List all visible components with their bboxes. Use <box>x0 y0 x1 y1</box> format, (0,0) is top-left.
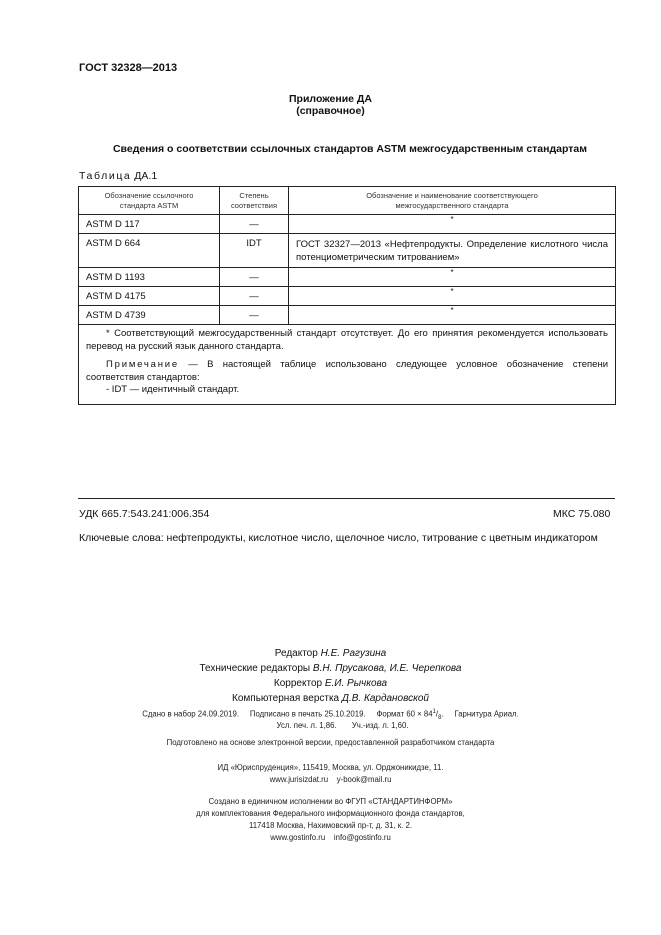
table-caption-word: Таблица <box>79 170 132 182</box>
table-caption-number: ДА.1 <box>134 170 158 182</box>
section-title: Сведения о соответствии ссылочных стандартов ASTM межгосударственным стандартам <box>112 143 588 155</box>
credit-label: Компьютерная верстка <box>232 693 340 704</box>
cell-astm: ASTM D 4739 <box>79 306 220 325</box>
cell-gost: * <box>289 306 616 325</box>
table-note-row <box>79 325 616 405</box>
printer-line-1: Создано в единичном исполнении во ФГУП «СТАНДАРТИНФОРМ» <box>208 797 453 806</box>
cell-gost: ГОСТ 32327—2013 «Нефтепродукты. Определение кислотного числа потенциометрическим титрованием» <box>289 234 616 268</box>
imprint-prepared: Подготовлено на основе электронной версии, предоставленной разработчиком стандарта <box>166 738 495 747</box>
printer-line-3: 117418 Москва, Нахимовский пр-т, д. 31, к. 2. <box>248 821 413 830</box>
imprint-format: Формат 60 × 84 <box>376 709 433 719</box>
imprint-print-sheets: Усл. печ. л. 1,86. <box>276 721 337 730</box>
note-item: - IDT — идентичный стандарт. <box>106 384 240 395</box>
publisher-address: ИД «Юриспруденция», 115419, Москва, ул. Орджоникидзе, 11. <box>217 763 444 772</box>
imprint-line-1: Сдано в набор 24.09.2019. Подписано в печать 25.10.2019. Формат $60 \times 84^1/_8$. Гарнитура Ариал. <box>142 709 519 722</box>
cell-degree: — <box>220 306 289 325</box>
credit-corrector <box>0 678 661 689</box>
credit-value: Д.В. Кардановской <box>341 693 429 704</box>
table-caption <box>79 170 157 182</box>
correspondence-table <box>78 186 616 405</box>
table-row <box>79 306 616 325</box>
cell-astm: ASTM D 664 <box>79 234 220 268</box>
cell-degree: — <box>220 268 289 287</box>
appendix-title: Приложение ДА <box>289 93 372 105</box>
divider <box>78 498 615 499</box>
credit-label: Технические редакторы <box>199 663 311 674</box>
imprint-date-set: Сдано в набор 24.09.2019. <box>142 709 239 719</box>
imprint-format-num: 1 <box>432 709 436 715</box>
imprint-line-2 <box>12 721 661 730</box>
credit-label: Редактор <box>274 648 318 659</box>
imprint-edit-sheets: Уч.-изд. л. 1,60. <box>351 721 409 730</box>
table-notes <box>79 325 616 405</box>
table-row <box>79 234 616 268</box>
printer-contacts: www.gostinfo.ru info@gostinfo.ru <box>270 833 391 842</box>
cell-gost: * <box>289 287 616 306</box>
table-row <box>79 215 616 234</box>
cell-degree: — <box>220 215 289 234</box>
standard-number: ГОСТ 32328—2013 <box>79 62 178 74</box>
credit-tech <box>0 663 661 674</box>
table-row <box>79 287 616 306</box>
credit-label: Корректор <box>273 678 323 689</box>
imprint-format-den: 8 <box>438 715 442 722</box>
keywords: Ключевые слова: нефтепродукты, кислотное число, щелочное число, титрование с цветным индикатором <box>79 532 598 544</box>
credit-editor <box>0 648 661 659</box>
header-astm: Обозначение ссылочного стандарта ASTM <box>79 187 220 215</box>
cell-degree: IDT <box>220 234 289 268</box>
publisher-contacts: www.jurisizdat.ru y-book@mail.ru <box>269 775 392 784</box>
note-label: Примечание <box>106 359 179 370</box>
imprint-font: Гарнитура Ариал. <box>454 709 519 719</box>
cell-gost: * <box>289 215 616 234</box>
cell-gost: * <box>289 268 616 287</box>
header-gost: Обозначение и наименование соответствующего межгосударственного стандарта <box>289 187 616 215</box>
table-header-row <box>79 187 616 215</box>
table-row <box>79 268 616 287</box>
printer-line-2: для комплектования Федерального информационного фонда стандартов, <box>196 809 465 818</box>
cell-astm: ASTM D 4175 <box>79 287 220 306</box>
credit-value: Н.Е. Рагузина <box>320 648 387 659</box>
cell-degree: — <box>220 287 289 306</box>
appendix-type: (справочное) <box>296 105 365 117</box>
header-degree: Степень соответствия <box>220 187 289 215</box>
cell-astm: ASTM D 1193 <box>79 268 220 287</box>
cell-astm: ASTM D 117 <box>79 215 220 234</box>
table-note <box>86 359 608 384</box>
udk-code: УДК 665.7:543.241:006.354 <box>79 508 210 520</box>
credit-value: В.Н. Прусакова, И.Е. Черепкова <box>312 663 462 674</box>
credit-value: Е.И. Рычкова <box>324 678 388 689</box>
table-footnote: * Соответствующий межгосударственный стандарт отсутствует. До его принятия рекомендуется использовать перевод на русский язык данного стандарта. <box>86 328 608 352</box>
mks-code: МКС 75.080 <box>553 508 611 520</box>
credit-layout <box>0 693 661 704</box>
note-text: — В настоящей таблице использовано следующее условное обозначение степени соответствия стандартов: <box>86 359 608 383</box>
imprint-date-signed: Подписано в печать 25.10.2019. <box>249 709 366 719</box>
